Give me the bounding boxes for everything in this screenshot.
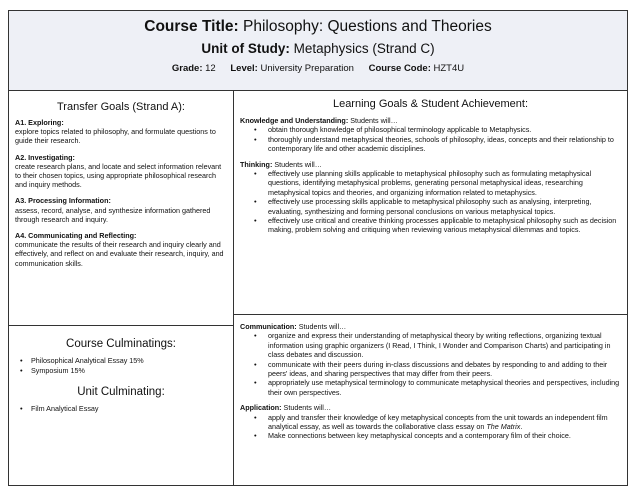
- unit-of-study: Unit of Study: Metaphysics (Strand C): [201, 41, 435, 56]
- list-item: • appropriately use metaphysical terminology to communicate metaphysical theories and perspectives, including their own perspectives.: [240, 378, 621, 397]
- list-item: • organize and express their understanding of metaphysical theory by writing reflections, organizing textual information using graphic organizers (I Read, I Think, I Wonder and Comparison Charts) and participating in class debates and discussion.: [240, 331, 621, 359]
- goal-a2: A2. Investigating: create research plans, and locate and select information relevant to their chosen topics, using appropriate philosophical research and inquiry methods.: [15, 152, 222, 190]
- thinking-list: [240, 169, 621, 235]
- goal-a4: A4. Communicating and Reflecting: communicate the results of their research and inquiry clearly and effectively, and reflect on and evaluate their research, inquiry, and communication skills.: [15, 231, 224, 268]
- list-item: • Film Analytical Essay: [15, 404, 227, 413]
- right-column: [234, 91, 627, 485]
- list-item: • effectively use critical and creative thinking processes applicable to metaphysical philosophy such as decision making, problem solving and critiquing when reviewing various metaphysical dilemmas and topics.: [240, 216, 621, 235]
- unit-culminating-heading: Unit Culminating:: [77, 385, 165, 398]
- goal-a1: A1. Exploring: explore topics related to philosophy, and formulate questions to guide their research.: [15, 118, 216, 146]
- application-heading: Application: Students will…: [240, 403, 332, 413]
- culminatings: [9, 326, 233, 485]
- content-grid: [9, 91, 627, 485]
- transfer-goals-heading: Transfer Goals (Strand A):: [57, 101, 185, 113]
- list-item: • effectively use processing skills applicable to metaphysical philosophy such as analysing, interpreting, evaluating, synthesizing and forming personal conclusions on various metaphysical topics.: [240, 197, 621, 216]
- course-code: Course Code: HZT4U: [368, 63, 465, 74]
- knowledge-list: [240, 125, 621, 153]
- communication-list: [240, 331, 621, 397]
- course-header: [9, 11, 627, 91]
- course-meta: [9, 56, 627, 74]
- list-item: • apply and transfer their knowledge of key metaphysical concepts from the unit towards an independent film analytical essay, as well as towards the collaborative class essay on The Matrix.: [240, 413, 621, 432]
- course-culminatings-heading: Course Culminatings:: [66, 338, 176, 350]
- grade: Grade: 12: [171, 63, 216, 74]
- knowledge-heading: Knowledge and Understanding: Students will…: [240, 116, 398, 125]
- learning-goals-bottom: [234, 315, 627, 485]
- list-item: • thoroughly understand metaphysical theories, schools of philosophy, ideas, concepts and their relationship to contemporary life and other academic disciplines.: [240, 135, 621, 154]
- list-item: • Philosophical Analytical Essay 15%: [15, 356, 227, 365]
- list-item: • Make connections between key metaphysical concepts and a contemporary film of their choice.: [240, 431, 621, 440]
- level: Level: University Preparation: [230, 63, 354, 74]
- unit-culminating-list: [15, 404, 227, 413]
- thinking-heading: Thinking: Students will…: [240, 159, 322, 169]
- list-item: • Symposium 15%: [15, 366, 227, 375]
- list-item: • communicate with their peers during in-class discussions and debates by responding to and adding to their peers' ideas, and sharing perspectives that may differ from their peers.: [240, 360, 621, 379]
- course-culminatings-list: [15, 356, 227, 376]
- application-list: [240, 413, 621, 441]
- learning-goals-top: [234, 91, 627, 315]
- left-column: [9, 91, 234, 485]
- goal-a3: A3. Processing Information: assess, record, analyse, and synthesize information gathered through research and inquiry.: [15, 196, 211, 224]
- list-item: • obtain thorough knowledge of philosophical terminology applicable to Metaphysics.: [240, 125, 621, 134]
- course-title: Course Title: Philosophy: Questions and Theories: [144, 18, 492, 35]
- transfer-goals: [9, 91, 233, 326]
- course-table: [8, 10, 628, 486]
- learning-goals-heading: Learning Goals & Student Achievement:: [332, 98, 529, 110]
- list-item: • effectively use planning skills applicable to metaphysical philosophy such as formulating metaphysical questions, identifying metaphysical problems, generating personal metaphysical ideas, researching metaphysical topics and theories, and organizing information related to metaphysics.: [240, 169, 621, 197]
- communication-heading: Communication: Students will…: [240, 322, 347, 331]
